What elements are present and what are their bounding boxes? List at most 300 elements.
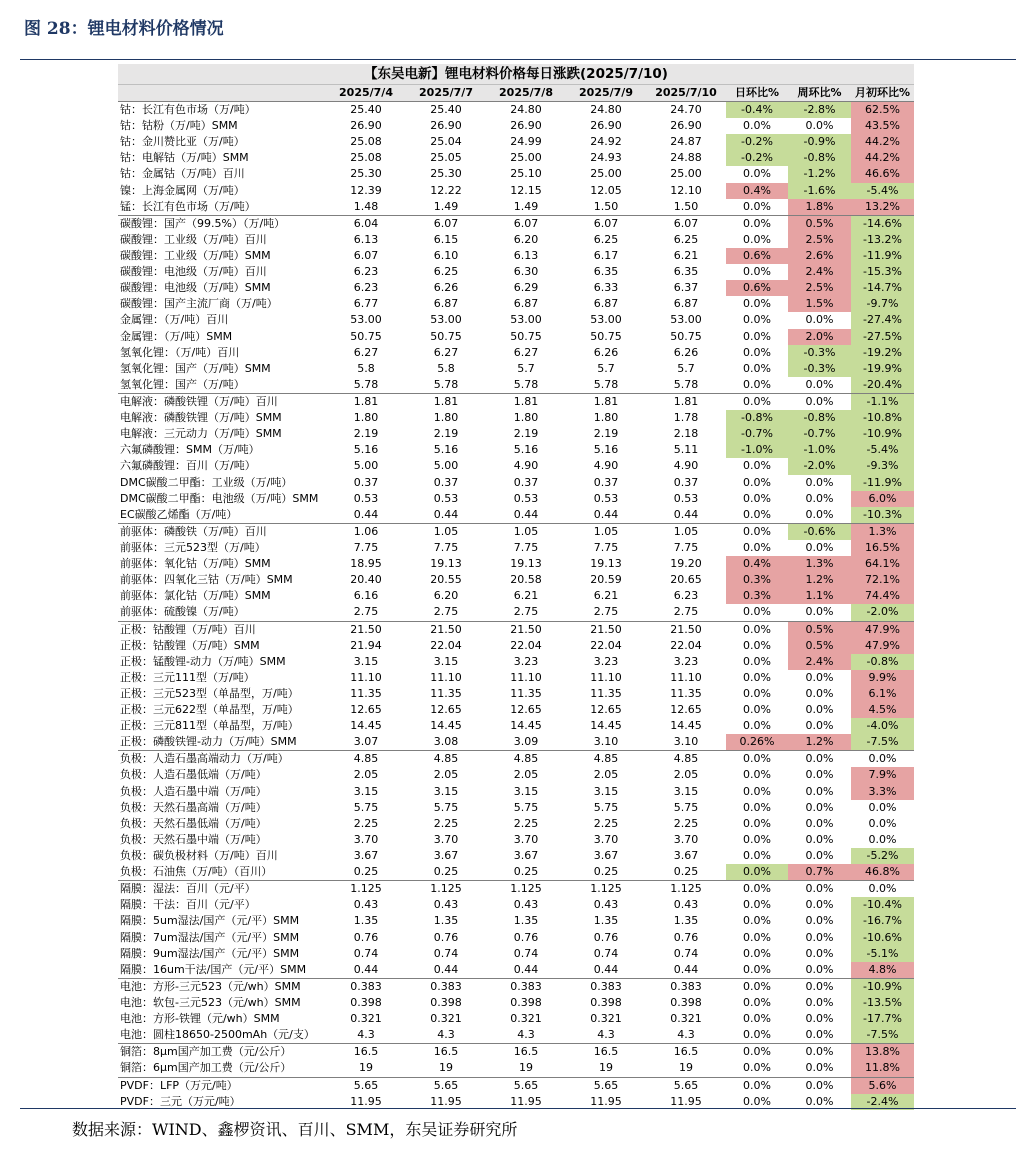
table-row — [118, 750, 914, 767]
price-cell: 0.44 — [513, 507, 539, 521]
price-cell: 6.29 — [513, 281, 539, 295]
price-cell: 5.65 — [486, 1077, 566, 1094]
table-row — [118, 118, 914, 134]
row-label: 正极：三元622型（单晶型，万/吨） — [120, 703, 299, 717]
monthly-change-cell: -20.4% — [851, 377, 914, 393]
table-row — [118, 426, 914, 442]
price-cell: 12.15 — [510, 183, 542, 197]
price-cell: 2.05 — [433, 768, 459, 782]
price-cell: 6.16 — [353, 589, 379, 603]
row-label: 铜箔：8μm国产加工费（元/公斤） — [118, 1043, 326, 1060]
monthly-change-cell: -16.7% — [851, 913, 914, 929]
row-label: 负极：天然石墨中端（万/吨） — [120, 832, 267, 846]
price-cell: 1.80 — [433, 411, 459, 425]
price-cell: 2.25 — [593, 816, 619, 830]
table-row — [118, 946, 914, 962]
price-cell: 24.80 — [510, 103, 542, 116]
table-row — [118, 345, 914, 361]
weekly-change-cell: -0.3% — [788, 361, 851, 377]
monthly-change-cell: -19.2% — [851, 345, 914, 361]
price-cell: 6.20 — [433, 589, 459, 603]
table-row — [118, 556, 914, 572]
monthly-change-cell: 44.2% — [851, 134, 914, 150]
figure-title: 图 28：锂电材料价格情况 — [24, 19, 224, 39]
price-cell: 14.45 — [350, 719, 382, 733]
price-cell: 6.77 — [353, 297, 379, 311]
daily-change-cell: 0.0% — [743, 329, 771, 343]
table-row — [118, 588, 914, 604]
table-row — [118, 280, 914, 296]
monthly-change-cell: -9.3% — [851, 458, 914, 474]
price-cell: 2.75 — [593, 605, 619, 619]
price-cell: 11.35 — [670, 686, 702, 700]
daily-change-cell: -0.7% — [726, 426, 788, 442]
price-cell: 6.27 — [433, 345, 459, 359]
price-cell: 1.35 — [433, 914, 459, 928]
price-cell: 1.78 — [673, 411, 699, 425]
weekly-change-cell: 0.0% — [788, 978, 851, 995]
monthly-change-cell: -10.9% — [851, 426, 914, 442]
price-cell: 50.75 — [670, 329, 702, 343]
weekly-change-cell: 0.0% — [805, 1012, 834, 1026]
table-body — [118, 102, 914, 1110]
price-cell: 25.10 — [510, 167, 542, 181]
price-cell: 0.383 — [406, 978, 486, 995]
monthly-change-cell: -5.4% — [851, 183, 914, 199]
weekly-change-cell: 1.2% — [788, 734, 851, 750]
price-cell: 5.11 — [673, 443, 699, 457]
price-cell: 0.74 — [433, 946, 459, 960]
price-cell: 6.87 — [593, 297, 619, 311]
price-cell: 6.27 — [513, 345, 539, 359]
daily-change-cell: -1.0% — [726, 442, 788, 458]
table-row — [118, 995, 914, 1011]
monthly-change-cell: 0.0% — [851, 880, 914, 897]
row-label: 前驱体：氯化钴（万/吨）SMM — [120, 589, 271, 603]
price-cell: 5.78 — [513, 377, 539, 391]
daily-change-cell: 0.0% — [743, 930, 771, 944]
header-cell-weekly-change: 周环比% — [788, 85, 851, 102]
price-cell: 25.00 — [670, 167, 702, 181]
price-cell: 6.26 — [593, 345, 619, 359]
row-label: 碳酸锂：国产（99.5%）（万/吨） — [118, 215, 326, 232]
price-cell: 3.08 — [433, 735, 459, 749]
price-cell: 4.3 — [437, 1028, 455, 1042]
price-cell: 0.383 — [566, 978, 646, 995]
price-cell: 25.08 — [350, 135, 382, 149]
price-cell: 25.04 — [430, 135, 462, 149]
price-cell: 4.90 — [513, 459, 539, 473]
weekly-change-cell: 2.0% — [788, 329, 851, 345]
price-cell: 3.15 — [353, 654, 379, 668]
price-cell: 12.65 — [590, 703, 622, 717]
monthly-change-cell: -9.7% — [851, 296, 914, 312]
monthly-change-cell: 13.2% — [851, 199, 914, 215]
table-row — [118, 816, 914, 832]
price-cell: 0.25 — [593, 865, 619, 879]
monthly-change-cell: -11.9% — [851, 248, 914, 264]
price-cell: 26.90 — [350, 119, 382, 133]
table-row — [118, 1043, 914, 1060]
table-row — [118, 199, 914, 215]
table-row — [118, 183, 914, 199]
row-label: 负极：人造石墨低端（万/吨） — [120, 768, 267, 782]
daily-change-cell: 0.0% — [743, 345, 771, 359]
price-cell: 19 — [679, 1061, 693, 1075]
source-note: 数据来源：WIND、鑫椤资讯、百川、SMM，东吴证券研究所 — [72, 1120, 518, 1139]
header-cell-date: 2025/7/9 — [566, 85, 646, 102]
price-cell: 50.75 — [350, 329, 382, 343]
daily-change-cell: 0.0% — [743, 232, 771, 246]
row-label: 负极：碳负极材料（万/吨）百川 — [120, 849, 278, 863]
weekly-change-cell: 1.3% — [788, 556, 851, 572]
price-cell: 1.05 — [406, 523, 486, 540]
weekly-change-cell: 0.0% — [805, 832, 834, 846]
daily-change-cell: 0.0% — [743, 1094, 771, 1108]
price-cell: 3.15 — [513, 784, 539, 798]
price-cell: 50.75 — [430, 329, 462, 343]
header-cell-label — [118, 85, 326, 102]
monthly-change-cell: 16.5% — [851, 540, 914, 556]
row-label: 碳酸锂：工业级（万/吨）SMM — [120, 248, 271, 262]
price-cell: 0.398 — [670, 996, 702, 1010]
row-label: 隔膜：7um湿法/国产（元/平）SMM — [120, 930, 300, 944]
price-cell: 0.25 — [433, 865, 459, 879]
monthly-change-cell: 0.0% — [868, 800, 897, 814]
price-cell: 4.85 — [486, 750, 566, 767]
price-cell: 2.25 — [353, 816, 379, 830]
daily-change-cell: 0.3% — [726, 588, 788, 604]
price-cell: 6.15 — [433, 232, 459, 246]
weekly-change-cell: -0.6% — [788, 523, 851, 540]
price-cell: 7.75 — [433, 540, 459, 554]
price-cell: 0.43 — [673, 898, 699, 912]
price-cell: 5.7 — [597, 361, 615, 375]
row-label: 负极：天然石墨低端（万/吨） — [120, 816, 267, 830]
price-cell: 24.99 — [510, 135, 542, 149]
price-cell: 25.00 — [510, 151, 542, 165]
monthly-change-cell: -27.5% — [851, 329, 914, 345]
price-cell: 1.81 — [646, 393, 726, 410]
table-row — [118, 491, 914, 507]
price-cell: 6.25 — [593, 232, 619, 246]
price-cell: 0.321 — [670, 1012, 702, 1026]
monthly-change-cell: -5.1% — [851, 946, 914, 962]
price-cell: 0.44 — [673, 962, 699, 976]
price-cell: 50.75 — [590, 329, 622, 343]
row-label: 钴：长江有色市场（万/吨） — [120, 103, 256, 116]
table-row — [118, 507, 914, 523]
monthly-change-cell: -4.0% — [851, 718, 914, 734]
price-cell: 5.65 — [326, 1077, 406, 1094]
price-cell: 1.81 — [566, 393, 646, 410]
price-cell: 11.10 — [670, 670, 702, 684]
table-row — [118, 1077, 914, 1094]
price-cell: 2.05 — [353, 768, 379, 782]
row-label: 负极：人造石墨高端动力（万/吨） — [118, 750, 326, 767]
price-cell: 0.76 — [353, 930, 379, 944]
price-cell: 3.10 — [673, 735, 699, 749]
price-cell: 26.90 — [510, 119, 542, 133]
weekly-change-cell: 0.5% — [788, 215, 851, 232]
price-cell: 25.40 — [430, 103, 462, 116]
header-cell-date: 2025/7/7 — [406, 85, 486, 102]
table-row — [118, 215, 914, 232]
price-cell: 4.3 — [357, 1028, 375, 1042]
price-cell: 0.383 — [486, 978, 566, 995]
table-row — [118, 638, 914, 654]
price-cell: 5.78 — [593, 377, 619, 391]
daily-change-cell: 0.4% — [726, 556, 788, 572]
monthly-change-cell: 9.9% — [851, 670, 914, 686]
price-cell: 6.10 — [433, 248, 459, 262]
row-label: 碳酸锂：电池级（万/吨）SMM — [120, 281, 271, 295]
price-cell: 6.26 — [433, 281, 459, 295]
table-row — [118, 572, 914, 588]
price-cell: 50.75 — [510, 329, 542, 343]
price-cell: 3.70 — [433, 832, 459, 846]
weekly-change-cell: 0.0% — [805, 491, 834, 505]
row-label: 前驱体：磷酸铁（万/吨）百川 — [118, 523, 326, 540]
row-label: 钴：钴粉（万/吨）SMM — [120, 119, 238, 133]
daily-change-cell: 0.0% — [726, 621, 788, 638]
price-cell: 1.81 — [486, 393, 566, 410]
weekly-change-cell: 0.0% — [805, 1028, 834, 1042]
table-row — [118, 264, 914, 280]
price-cell: 1.35 — [513, 914, 539, 928]
price-cell: 5.8 — [357, 361, 375, 375]
table-row — [118, 930, 914, 946]
daily-change-cell: 0.0% — [743, 962, 771, 976]
price-cell: 2.18 — [673, 427, 699, 441]
price-cell: 20.58 — [510, 573, 542, 587]
price-cell: 3.67 — [673, 849, 699, 863]
price-cell: 6.87 — [673, 297, 699, 311]
price-cell: 0.37 — [513, 475, 539, 489]
table-row — [118, 670, 914, 686]
price-cell: 0.398 — [590, 996, 622, 1010]
daily-change-cell: 0.0% — [743, 1028, 771, 1042]
price-cell: 12.39 — [350, 183, 382, 197]
table-row — [118, 621, 914, 638]
weekly-change-cell: 0.0% — [805, 719, 834, 733]
monthly-change-cell: -2.0% — [851, 604, 914, 620]
weekly-change-cell: 1.2% — [788, 572, 851, 588]
daily-change-cell: 0.0% — [743, 800, 771, 814]
row-label: 电池：圆柱18650-2500mAh（元/支） — [120, 1028, 315, 1042]
table-row — [118, 686, 914, 702]
monthly-change-cell: 0.0% — [868, 816, 897, 830]
price-cell: 5.78 — [433, 377, 459, 391]
price-cell: 21.50 — [406, 621, 486, 638]
weekly-change-cell: 1.1% — [788, 588, 851, 604]
price-cell: 6.21 — [673, 248, 699, 262]
weekly-change-cell: -2.8% — [788, 102, 851, 118]
monthly-change-cell: 44.2% — [851, 150, 914, 166]
price-cell: 3.70 — [593, 832, 619, 846]
price-cell: 2.25 — [673, 816, 699, 830]
weekly-change-cell: 0.0% — [805, 816, 834, 830]
price-cell: 1.125 — [406, 880, 486, 897]
monthly-change-cell: -19.9% — [851, 361, 914, 377]
weekly-change-cell: 1.5% — [788, 296, 851, 312]
table-row — [118, 296, 914, 312]
price-cell: 1.125 — [326, 880, 406, 897]
price-cell: 2.19 — [593, 427, 619, 441]
daily-change-cell: 0.0% — [743, 832, 771, 846]
row-label: EC碳酸乙烯酯（万/吨） — [120, 507, 238, 521]
price-cell: 1.50 — [593, 199, 619, 213]
table-row — [118, 978, 914, 995]
price-cell: 0.53 — [673, 491, 699, 505]
price-cell: 6.23 — [353, 281, 379, 295]
daily-change-cell: 0.0% — [726, 750, 788, 767]
price-cell: 1.80 — [513, 411, 539, 425]
daily-change-cell: 0.0% — [743, 540, 771, 554]
price-cell: 12.65 — [670, 703, 702, 717]
table-row — [118, 377, 914, 393]
price-cell: 2.25 — [513, 816, 539, 830]
price-cell: 24.80 — [590, 103, 622, 116]
table-row — [118, 442, 914, 458]
table-row — [118, 604, 914, 620]
monthly-change-cell: -13.5% — [851, 995, 914, 1011]
price-cell: 14.45 — [510, 719, 542, 733]
daily-change-cell: 0.4% — [726, 183, 788, 199]
daily-change-cell: 0.0% — [743, 119, 771, 133]
price-cell: 3.15 — [673, 784, 699, 798]
price-cell: 1.48 — [353, 199, 379, 213]
daily-change-cell: 0.0% — [743, 670, 771, 684]
row-label: 钴：金川赞比亚（万/吨） — [120, 135, 245, 149]
price-cell: 4.85 — [566, 750, 646, 767]
daily-change-cell: 0.0% — [743, 491, 771, 505]
price-cell: 6.23 — [673, 589, 699, 603]
price-cell: 25.40 — [350, 103, 382, 116]
monthly-change-cell: 5.6% — [851, 1077, 914, 1094]
weekly-change-cell: -1.2% — [788, 166, 851, 182]
price-cell: 25.08 — [350, 151, 382, 165]
row-label: 正极：三元111型（万/吨） — [120, 670, 255, 684]
header-cell-date: 2025/7/8 — [486, 85, 566, 102]
price-cell: 0.44 — [353, 962, 379, 976]
table-row — [118, 329, 914, 345]
price-cell: 0.44 — [513, 962, 539, 976]
row-label: 隔膜：干法：百川（元/平） — [120, 898, 256, 912]
price-cell: 22.04 — [430, 638, 462, 652]
price-cell: 3.07 — [353, 735, 379, 749]
price-cell: 5.75 — [433, 800, 459, 814]
price-cell: 1.49 — [433, 199, 459, 213]
table-row — [118, 848, 914, 864]
price-cell: 0.37 — [673, 475, 699, 489]
weekly-change-cell: 0.0% — [805, 605, 834, 619]
price-cell: 12.65 — [350, 703, 382, 717]
row-label: 金属锂：（万/吨）百川 — [120, 313, 229, 327]
table-row — [118, 361, 914, 377]
weekly-change-cell: 0.0% — [805, 930, 834, 944]
price-cell: 24.70 — [670, 103, 702, 116]
price-cell: 0.76 — [593, 930, 619, 944]
daily-change-cell: 0.0% — [743, 167, 771, 181]
price-cell: 4.90 — [593, 459, 619, 473]
price-cell: 0.74 — [593, 946, 619, 960]
price-cell: 21.94 — [350, 638, 382, 652]
price-cell: 5.16 — [353, 443, 379, 457]
daily-change-cell: -0.2% — [726, 150, 788, 166]
weekly-change-cell: 0.0% — [805, 475, 834, 489]
monthly-change-cell: 72.1% — [851, 572, 914, 588]
price-cell: 5.65 — [566, 1077, 646, 1094]
price-cell: 1.49 — [513, 199, 539, 213]
monthly-change-cell: 0.0% — [851, 750, 914, 767]
price-cell: 12.10 — [670, 183, 702, 197]
row-label: 氢氧化锂：国产（万/吨）SMM — [120, 361, 271, 375]
daily-change-cell: 0.0% — [726, 864, 788, 880]
row-label: 前驱体：氧化钴（万/吨）SMM — [120, 557, 271, 571]
price-cell: 11.95 — [670, 1094, 702, 1108]
daily-change-cell: 0.0% — [743, 638, 771, 652]
weekly-change-cell: -0.7% — [788, 426, 851, 442]
daily-change-cell: 0.6% — [726, 248, 788, 264]
row-label: 镍：上海金属网（万/吨） — [120, 183, 245, 197]
price-cell: 26.90 — [430, 119, 462, 133]
table-row — [118, 523, 914, 540]
weekly-change-cell: -0.8% — [788, 150, 851, 166]
price-cell: 11.95 — [510, 1094, 542, 1108]
price-cell: 53.00 — [430, 313, 462, 327]
monthly-change-cell: 47.9% — [851, 621, 914, 638]
price-cell: 3.15 — [433, 654, 459, 668]
price-cell: 2.05 — [593, 768, 619, 782]
row-label: 隔膜：5um湿法/国产（元/平）SMM — [120, 914, 300, 928]
weekly-change-cell: 0.0% — [805, 996, 834, 1010]
price-cell: 0.383 — [646, 978, 726, 995]
row-label: 负极：石油焦（万/吨）（百川） — [120, 865, 273, 879]
monthly-change-cell: 13.8% — [851, 1043, 914, 1060]
price-cell: 1.80 — [353, 411, 379, 425]
price-cell: 2.75 — [673, 605, 699, 619]
price-cell: 21.50 — [566, 621, 646, 638]
price-cell: 0.76 — [513, 930, 539, 944]
price-cell: 4.3 — [517, 1028, 535, 1042]
price-cell: 11.10 — [510, 670, 542, 684]
price-cell: 6.13 — [513, 248, 539, 262]
price-cell: 5.16 — [513, 443, 539, 457]
table-row — [118, 1011, 914, 1027]
price-cell: 2.19 — [353, 427, 379, 441]
daily-change-cell: 0.0% — [743, 686, 771, 700]
row-label: 前驱体：硫酸镍（万/吨） — [120, 605, 245, 619]
price-cell: 26.90 — [670, 119, 702, 133]
price-cell: 20.65 — [670, 573, 702, 587]
price-cell: 1.125 — [486, 880, 566, 897]
price-cell: 16.5 — [326, 1043, 406, 1060]
price-cell: 16.5 — [646, 1043, 726, 1060]
price-cell: 0.398 — [510, 996, 542, 1010]
row-label: 氢氧化锂：国产（万/吨） — [120, 377, 245, 391]
price-cell: 3.23 — [673, 654, 699, 668]
price-cell: 1.35 — [673, 914, 699, 928]
weekly-change-cell: 0.0% — [805, 914, 834, 928]
table-row — [118, 1060, 914, 1076]
row-label: 前驱体：三元523型（万/吨） — [120, 540, 266, 554]
price-cell: 5.16 — [433, 443, 459, 457]
weekly-change-cell: 0.0% — [788, 1043, 851, 1060]
price-cell: 5.00 — [433, 459, 459, 473]
monthly-change-cell: -10.6% — [851, 930, 914, 946]
price-cell: 19.13 — [590, 557, 622, 571]
